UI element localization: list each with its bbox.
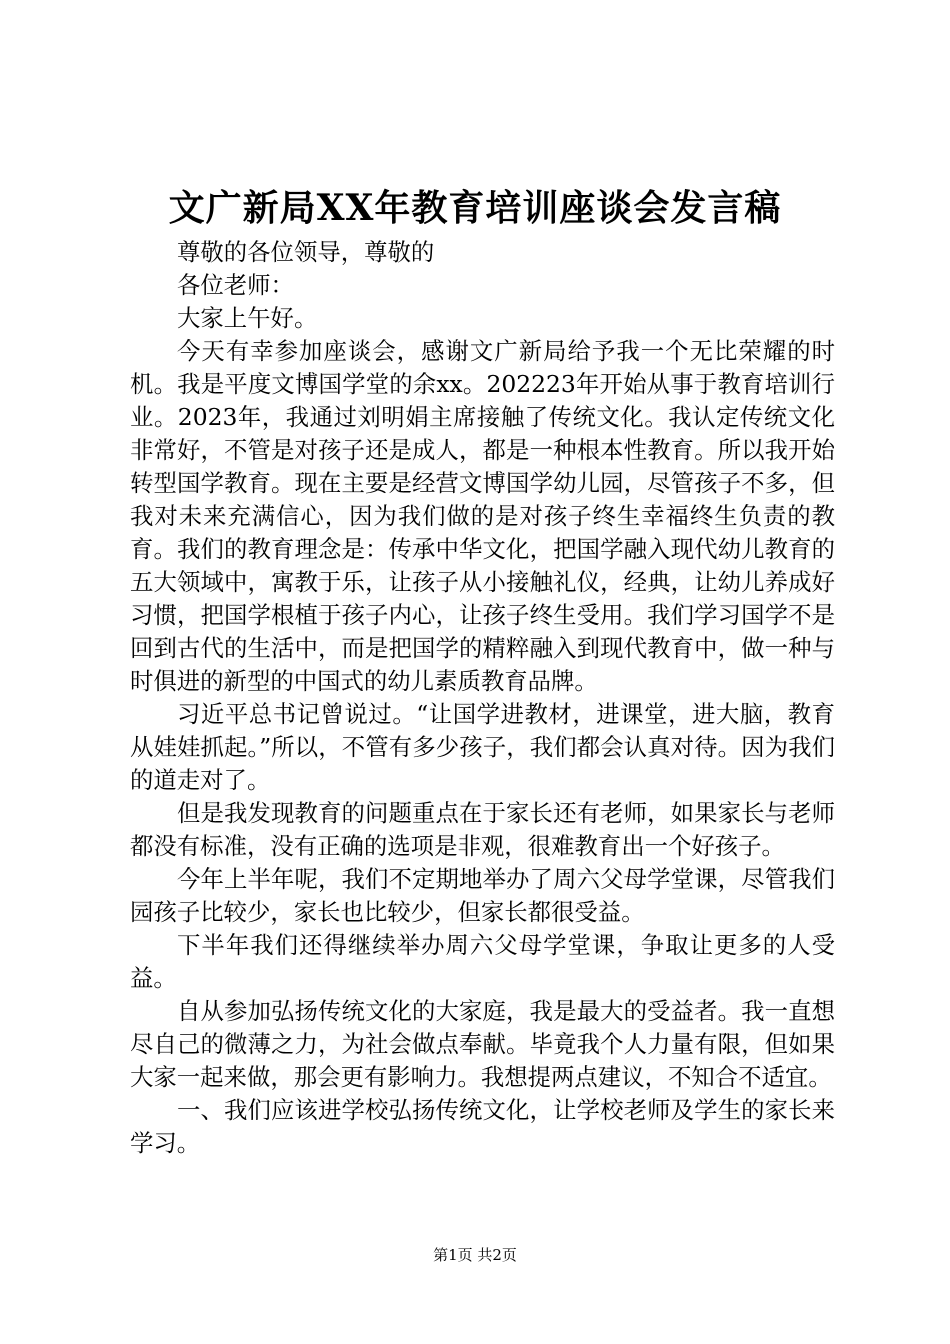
greeting: 大家上午好。 (177, 304, 318, 332)
document-body (130, 236, 835, 1160)
body-paragraph: 下半年我们还得继续举办周六父母学堂课，争取让更多的人受益。 (130, 931, 835, 992)
salutation-line-2: 各位老师： (177, 271, 294, 299)
salutation-line-1: 尊敬的各位领导，尊敬的 (177, 238, 435, 266)
body-paragraph: 但是我发现教育的问题重点在于家长还有老师，如果家长与老师都没有标准，没有正确的选项是非观，很难教育出一个好孩子。 (130, 799, 835, 860)
document-title: 文广新局XX年教育培训座谈会发言稿 (168, 187, 782, 229)
body-paragraph: 自从参加弘扬传统文化的大家庭，我是最大的受益者。我一直想尽自己的微薄之力，为社会做点奉献。毕竟我个人力量有限，但如果大家一起来做，那会更有影响力。我想提两点建议，不知合不适宜。 (130, 997, 835, 1091)
page-number: 第1页 共2页 (433, 1246, 517, 1264)
body-paragraph: 习近平总书记曾说过。“让国学进教材，进课堂，进大脑，教育从娃娃抓起。”所以，不管有多少孩子，我们都会认真对待。因为我们的道走对了。 (130, 700, 835, 794)
body-paragraph: 今天有幸参加座谈会，感谢文广新局给予我一个无比荣耀的时机。我是平度文博国学堂的余xx。202223年开始从事于教育培训行业。2023年，我通过刘明娟主席接触了传统文化。我认定传统文化非常好，不管是对孩子还是成人，都是一种根本性教育。所以我开始转型国学教育。现在主要是经营文博国学幼儿园，尽管孩子不多，但我对未来充满信心，因为我们做的是对孩子终生幸福终生负责的教育。我们的教育理念是：传承中华文化，把国学融入现代幼儿教育的五大领域中，寓教于乐，让孩子从小接触礼仪，经典，让幼儿养成好习惯，把国学根植于孩子内心，让孩子终生受用。我们学习国学不是回到古代的生活中，而是把国学的精粹融入到现代教育中，做一种与时俱进的新型的中国式的幼儿素质教育品牌。 (130, 337, 835, 695)
suggestion-item: 一、我们应该进学校弘扬传统文化，让学校老师及学生的家长来学习。 (130, 1096, 835, 1157)
body-paragraph: 今年上半年呢，我们不定期地举办了周六父母学堂课，尽管我们园孩子比较少，家长也比较少，但家长都很受益。 (130, 865, 835, 926)
